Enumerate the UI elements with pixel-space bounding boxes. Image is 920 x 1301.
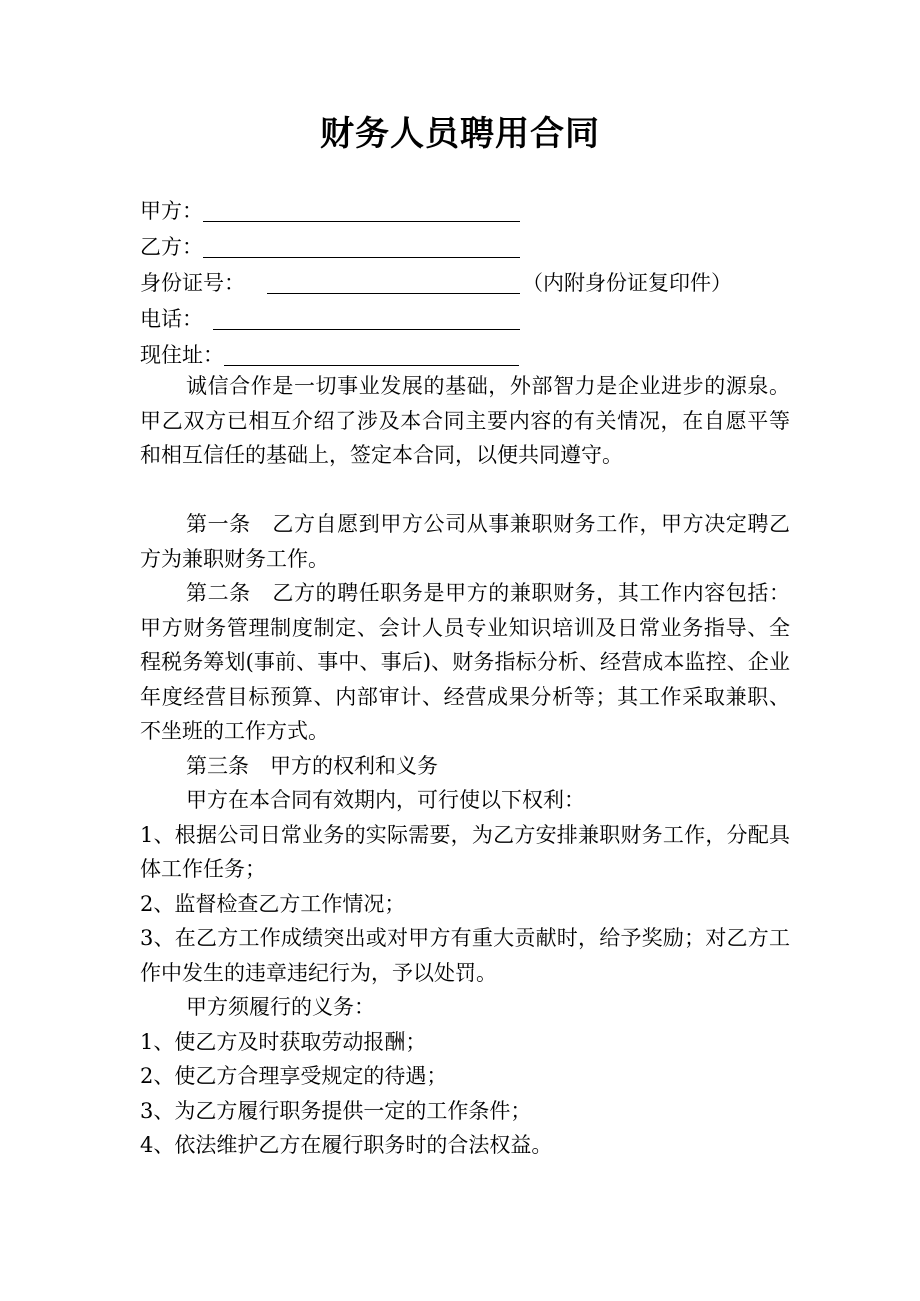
id-copy-note: （内附身份证复印件） — [522, 271, 732, 295]
party-info-fields — [140, 193, 840, 373]
intro-paragraph: 诚信合作是一切事业发展的基础，外部智力是企业进步的源泉。甲乙双方已相互介绍了涉及本合同主要内容的有关情况，在自愿平等和相互信任的基础上，签定本合同，以便共同遵守。 — [140, 374, 790, 467]
party-a-blank-line — [203, 197, 520, 222]
id-number-label: 身份证号： — [140, 271, 245, 295]
contract-body — [140, 369, 790, 1163]
id-number-field — [140, 265, 840, 301]
article-1: 第一条 乙方自愿到甲方公司从事兼职财务工作，甲方决定聘乙方为兼职财务工作。 — [140, 512, 790, 571]
party-a-label: 甲方： — [140, 199, 203, 223]
rights-item: 2、监督检查乙方工作情况； — [140, 891, 406, 916]
duties-item: 4、依法维护乙方在履行职务时的合法权益。 — [140, 1133, 553, 1157]
party-a-field — [140, 193, 840, 229]
address-label: 现住址： — [140, 343, 224, 367]
phone-blank-line — [213, 305, 520, 330]
article-3-heading: 第三条 甲方的权利和义务 — [186, 753, 438, 778]
rights-item: 1、根据公司日常业务的实际需要，为乙方安排兼职财务工作，分配具体工作任务； — [140, 822, 790, 881]
duties-item: 1、使乙方及时获取劳动报酬； — [140, 1029, 427, 1054]
duties-item: 2、使乙方合理享受规定的待遇； — [140, 1064, 448, 1088]
document-title: 财务人员聘用合同 — [320, 114, 600, 154]
article-2: 第二条 乙方的聘任职务是甲方的兼职财务，其工作内容包括：甲方财务管理制度制定、会计人员专业知识培训及日常业务指导、全程税务筹划(事前、事中、事后)、财务指标分析、经营成本监控、企业年度经营目标预算、内部审计、经营成果分析等；其工作采取兼职、不坐班的工作方式。 — [140, 581, 790, 743]
rights-intro: 甲方在本合同有效期内，可行使以下权利： — [186, 788, 585, 812]
rights-item: 3、在乙方工作成绩突出或对甲方有重大贡献时，给予奖励；对乙方工作中发生的违章违纪行为，予以处罚。 — [140, 926, 790, 985]
party-b-label: 乙方： — [140, 235, 203, 259]
phone-label: 电话： — [140, 307, 203, 331]
party-b-field — [140, 229, 840, 265]
paragraph-gap — [140, 473, 790, 508]
phone-field — [140, 301, 840, 337]
address-field — [140, 337, 840, 373]
duties-intro: 甲方须履行的义务： — [186, 995, 375, 1019]
id-number-blank-line — [267, 269, 520, 294]
address-blank-line — [224, 341, 519, 366]
party-b-blank-line — [203, 233, 520, 258]
duties-item: 3、为乙方履行职务提供一定的工作条件； — [140, 1098, 532, 1123]
